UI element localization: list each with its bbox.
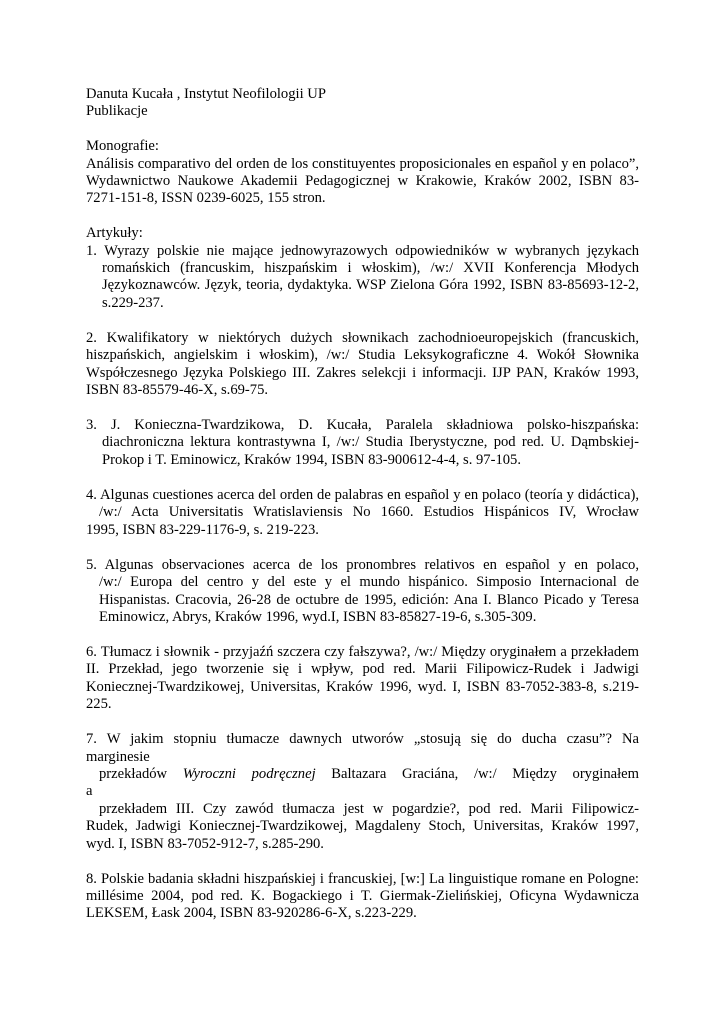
article-line: ISBN 83-85579-46-X, s.69-75. [86, 382, 269, 399]
article-entry-6 [86, 644, 639, 714]
article-line: romańskich (francuskim, hiszpańskim i włoskim), /w:/ XVII Konferencja Młodych [102, 260, 639, 277]
monograph-entry [86, 156, 639, 208]
article-line: 3. J. Konieczna-Twardzikowa, D. Kucała, Paralela składniowa polsko-hiszpańska: [86, 417, 639, 434]
article-text: przekładów [99, 765, 168, 782]
article-line: wyd. I, ISBN 83-7052-912-7, s.285-290. [86, 835, 324, 852]
article-line: Rudek, Jadwigi Koniecznej-Twardzikowej, Magdaleny Stoch, Universitas, Kraków 1997, [86, 818, 639, 835]
article-entry-2 [86, 330, 639, 400]
article-line: s.229-237. [102, 294, 164, 311]
spacer [86, 208, 639, 225]
article-line: 1995, ISBN 83-229-1176-9, s. 219-223. [86, 521, 319, 538]
article-line: /w:/ Acta Universitatis Wratislaviensis No 1660. Estudios Hispánicos IV, Wrocław [99, 504, 639, 521]
article-line: 225. [86, 696, 112, 713]
spacer [86, 121, 639, 138]
article-line: a [86, 783, 93, 800]
book-title: Wyroczni podręcznej [182, 765, 316, 782]
article-line: 1. Wyrazy polskie nie mające jednowyrazowych odpowiedników w wybranych językach [86, 242, 639, 259]
article-line: Koniecznej-Twardzikowej, Universitas, Kraków 1996, wyd. I, ISBN 83-7052-383-8, s.219- [86, 678, 639, 695]
article-line: hiszpańskich, angielskim i włoskim), /w:/ Studia Leksykograficzne 4. Wokół Słownika [86, 347, 639, 364]
article-line: diachroniczna lektura kontrastywna I, /w:/ Studia Iberystyczne, pod red. U. Dąmbskiej- [102, 434, 639, 451]
article-entry-5 [86, 557, 639, 627]
monograph-line: Análisis comparativo del orden de los constituyentes proposicionales en español y en polaco”, [86, 155, 639, 172]
article-line: Eminowicz, Abrys, Kraków 1996, wyd.I, ISBN 83-85827-19-6, s.305-309. [99, 608, 537, 625]
article-line: LEKSEM, Łask 2004, ISBN 83-920286-6-X, s.223-229. [86, 905, 417, 922]
article-line: Prokop i T. Eminowicz, Kraków 1994, ISBN 83-900612-4-4, s. 97-105. [102, 451, 521, 468]
articles-heading: Artykuły: [86, 225, 143, 242]
article-line: 6. Tłumacz i słownik - przyjaźń szczera czy fałszywa?, /w:/ Między oryginałem a przekładem [86, 643, 639, 660]
article-line-with-title [86, 766, 639, 783]
monographs-heading: Monografie: [86, 138, 159, 155]
article-line: Hispanistas. Cracovia, 26-28 de octubre de 1995, edición: Ana I. Blanco Picado y Teresa [99, 591, 639, 608]
article-line: 4. Algunas cuestiones acerca del orden de palabras en español y en polaco (teoría y didáctica), [86, 486, 639, 503]
section-title: Publikacje [86, 103, 148, 120]
monograph-line: 7271-151-8, ISSN 0239-6025, 155 stron. [86, 190, 326, 207]
article-text: Baltazara Graciána, /w:/ Między oryginałem [331, 765, 639, 782]
article-entry-4 [86, 487, 639, 539]
article-line: Językoznawców. Język, teoria, dydaktyka. WSP Zielona Góra 1992, ISBN 83-85693-12-2, [102, 277, 639, 294]
article-entry-7 [86, 731, 639, 853]
article-line: marginesie [86, 748, 150, 765]
article-line: millésime 2004, pod red. K. Bogackiego i T. Giermak-Zielińskiej, Oficyna Wydawnicza [86, 887, 639, 904]
author-line: Danuta Kucała , Instytut Neofilologii UP [86, 86, 326, 102]
article-line: 2. Kwalifikatory w niektórych dużych słownikach zachodnioeuropejskich (francuskich, [86, 329, 639, 346]
article-line: 7. W jakim stopniu tłumacze dawnych utworów „stosują się do ducha czasu”? Na [86, 731, 639, 748]
article-line: II. Przekład, jego tworzenie się i wpływ, pod red. Marii Filipowicz-Rudek i Jadwigi [86, 661, 639, 678]
monograph-line: Wydawnictwo Naukowe Akademii Pedagogicznej w Krakowie, Kraków 2002, ISBN 83- [86, 173, 639, 190]
article-line: 8. Polskie badania składni hiszpańskiej i francuskiej, [w:] La linguistique romane en Pologne: [86, 870, 639, 887]
article-entry-1 [86, 243, 639, 313]
article-entry-3 [86, 417, 639, 469]
article-line: Współczesnego Języka Polskiego III. Zakres selekcji i informacji. IJP PAN, Kraków 1993, [86, 364, 639, 381]
article-entry-8 [86, 871, 639, 923]
article-line: /w:/ Europa del centro y del este y el mundo hispánico. Simposio Internacional de [99, 574, 639, 591]
article-line: przekładem III. Czy zawód tłumacza jest w pogardzie?, pod red. Marii Filipowicz- [99, 800, 639, 817]
document-page [86, 86, 639, 940]
article-line: 5. Algunas observaciones acerca de los pronombres relativos en español y en polaco, [86, 556, 639, 573]
